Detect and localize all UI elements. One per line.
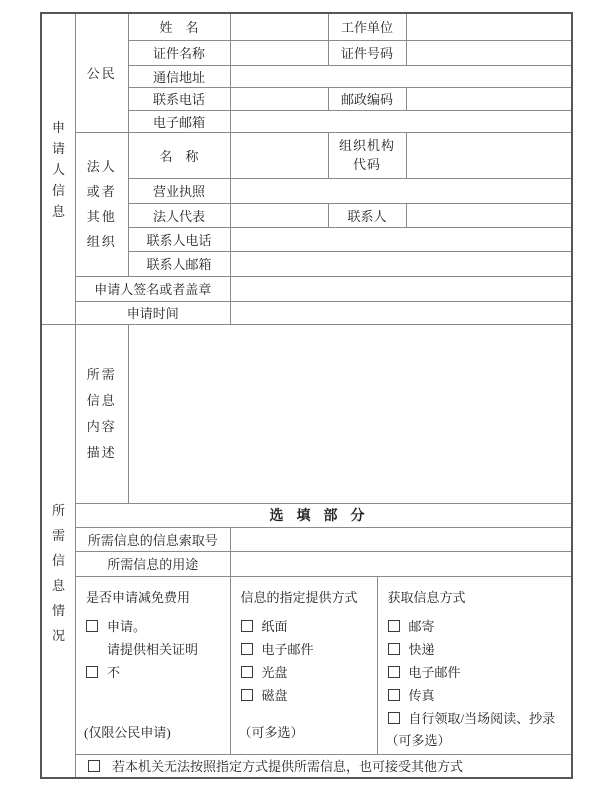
obtain-fax-label: 传真 [408, 687, 435, 703]
citizen-group-label: 公民 [76, 14, 128, 132]
fee-waiver-header: 是否申请减免费用 [86, 589, 191, 605]
id-type-label: 证件名称 [128, 40, 230, 65]
delivery-cd-label: 光盘 [261, 664, 288, 680]
obtain-mail-label: 邮寄 [408, 618, 435, 634]
org-code-label: 组织机构 代码 [328, 132, 406, 178]
fee-proof-note: 请提供相关证明 [107, 641, 199, 657]
content-description-value-cell[interactable] [128, 325, 571, 503]
work-unit-value-cell[interactable] [406, 14, 571, 40]
fallback-checkbox[interactable] [88, 760, 100, 772]
signature-label: 申请人签名或者盖章 [76, 276, 230, 301]
obtain-email-label: 电子邮件 [408, 664, 461, 680]
work-unit-label: 工作单位 [328, 14, 406, 40]
delivery-method-cell [230, 576, 377, 754]
id-number-value-cell[interactable] [406, 40, 571, 65]
fee-no-option [76, 661, 230, 684]
delivery-cd-checkbox[interactable] [241, 666, 253, 678]
contact-email-value-cell[interactable] [230, 251, 571, 276]
obtain-multi-select-note: （可多选） [385, 732, 451, 748]
obtain-mail-checkbox[interactable] [388, 620, 400, 632]
name-value-cell[interactable] [230, 14, 328, 40]
org-name-value-cell[interactable] [230, 132, 328, 178]
fee-apply-option [76, 615, 230, 638]
mailing-address-value-cell[interactable] [230, 65, 571, 87]
info-purpose-value-cell[interactable] [230, 551, 571, 576]
info-purpose-label: 所需信息的用途 [76, 551, 230, 576]
request-section-side [42, 325, 76, 777]
obtain-method-header: 获取信息方式 [387, 589, 466, 605]
info-index-label: 所需信息的信息索取号 [76, 527, 230, 551]
obtain-express-label: 快递 [408, 641, 435, 657]
fee-apply-checkbox[interactable] [86, 620, 98, 632]
phone-label: 联系电话 [128, 87, 230, 110]
obtain-method-cell [377, 576, 571, 754]
delivery-email-checkbox[interactable] [241, 643, 253, 655]
obtain-option-fax [378, 684, 572, 707]
business-license-value-cell[interactable] [230, 178, 571, 203]
fallback-note: 若本机关无法按照指定方式提供所需信息，也可接受其他方式 [112, 759, 464, 775]
delivery-paper-label: 纸面 [261, 618, 288, 634]
obtain-option-self [378, 707, 572, 730]
application-time-label: 申请时间 [76, 301, 230, 324]
request-table [76, 325, 571, 777]
contact-email-label: 联系人邮箱 [128, 251, 230, 276]
organization-group-label: 法人 或者 其他 组织 [76, 132, 128, 276]
applicant-section-label: 申 请 人 信 息 [51, 119, 65, 219]
delivery-option-cd [231, 661, 377, 684]
obtain-option-email [378, 661, 572, 684]
contact-phone-label: 联系人电话 [128, 227, 230, 251]
contact-person-value-cell[interactable] [406, 203, 571, 227]
delivery-option-paper [231, 615, 377, 638]
signature-value-cell[interactable] [230, 276, 571, 301]
org-name-label: 名 称 [128, 132, 230, 178]
delivery-method-header: 信息的指定提供方式 [240, 589, 358, 605]
info-index-value-cell[interactable] [230, 527, 571, 551]
delivery-multi-select-note: （可多选） [238, 724, 304, 740]
business-license-label: 营业执照 [128, 178, 230, 203]
applicant-table [76, 14, 571, 324]
org-code-value-cell[interactable] [406, 132, 571, 178]
request-section [42, 325, 571, 777]
phone-value-cell[interactable] [230, 87, 328, 110]
contact-person-label: 联系人 [328, 203, 406, 227]
delivery-disk-label: 磁盘 [261, 687, 288, 703]
obtain-email-checkbox[interactable] [388, 666, 400, 678]
id-number-label: 证件号码 [328, 40, 406, 65]
content-description-label: 所需 信息 内容 描述 [76, 325, 128, 503]
fee-apply-label: 申请。 [107, 618, 147, 634]
delivery-option-email [231, 638, 377, 661]
request-section-label: 所 需 信 息 情 况 [51, 503, 65, 643]
fee-no-checkbox[interactable] [86, 666, 98, 678]
delivery-paper-checkbox[interactable] [241, 620, 253, 632]
delivery-option-disk [231, 684, 377, 707]
id-type-value-cell[interactable] [230, 40, 328, 65]
contact-phone-value-cell[interactable] [230, 227, 571, 251]
obtain-fax-checkbox[interactable] [388, 689, 400, 701]
optional-part-header: 选填部分 [76, 503, 571, 527]
information-request-form [40, 12, 573, 779]
delivery-disk-checkbox[interactable] [241, 689, 253, 701]
fee-no-label: 不 [107, 664, 121, 680]
obtain-express-checkbox[interactable] [388, 643, 400, 655]
postal-code-value-cell[interactable] [406, 87, 571, 110]
delivery-email-label: 电子邮件 [261, 641, 314, 657]
obtain-self-label: 自行领取/当场阅读、抄录 [408, 710, 556, 726]
email-value-cell[interactable] [230, 110, 571, 132]
mailing-address-label: 通信地址 [128, 65, 230, 87]
postal-code-label: 邮政编码 [328, 87, 406, 110]
legal-representative-value-cell[interactable] [230, 203, 328, 227]
application-time-value-cell[interactable] [230, 301, 571, 324]
obtain-option-express [378, 638, 572, 661]
fee-waiver-cell [76, 576, 230, 754]
email-label: 电子邮箱 [128, 110, 230, 132]
name-label: 姓 名 [128, 14, 230, 40]
legal-representative-label: 法人代表 [128, 203, 230, 227]
fee-citizen-only-note: (仅限公民申请) [84, 724, 171, 740]
fallback-note-cell [76, 754, 571, 777]
applicant-section-side [42, 14, 76, 324]
obtain-self-checkbox[interactable] [388, 712, 400, 724]
obtain-option-mail [378, 615, 572, 638]
applicant-section [42, 14, 571, 325]
